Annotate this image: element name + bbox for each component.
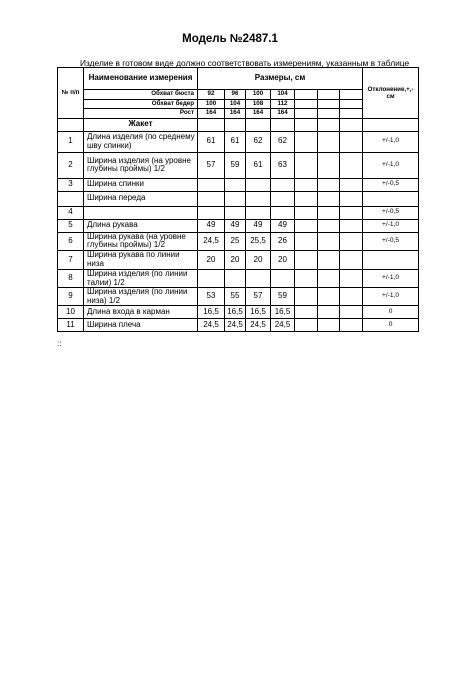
size-value: 26 — [271, 232, 295, 250]
tolerance-value: +/-1,0 — [363, 269, 419, 287]
empty-cell — [340, 131, 363, 152]
size-value: 53 — [198, 288, 225, 306]
empty-cell — [295, 191, 318, 206]
hips-size-1: 104 — [225, 99, 246, 109]
tolerance-value: +/-0,5 — [363, 206, 419, 219]
tolerance-value: +/-1,0 — [363, 219, 419, 232]
empty-cell — [340, 288, 363, 306]
tolerance-value: +/-0,5 — [363, 178, 419, 191]
section-num-cell — [58, 118, 84, 131]
bust-size-2: 100 — [246, 90, 271, 100]
size-value — [225, 206, 246, 219]
size-value: 25 — [225, 232, 246, 250]
size-value: 49 — [225, 219, 246, 232]
empty-cell — [318, 131, 340, 152]
size-value — [198, 191, 225, 206]
table-row — [58, 232, 419, 250]
size-value — [271, 206, 295, 219]
row-number: 5 — [58, 219, 84, 232]
row-number: 11 — [58, 319, 84, 332]
empty-cell — [295, 306, 318, 319]
size-value — [198, 269, 225, 287]
size-value — [198, 178, 225, 191]
size-value — [271, 178, 295, 191]
bust-label: Обхват бюста — [84, 90, 198, 100]
empty-cell — [295, 288, 318, 306]
size-value: 25,5 — [246, 232, 271, 250]
table-row — [58, 288, 419, 306]
measurement-name: Ширина спинки — [84, 178, 198, 191]
height-size-0: 164 — [198, 109, 225, 119]
name-header: Наименование измерения — [84, 68, 198, 90]
size-value: 24,5 — [225, 319, 246, 332]
table-row — [58, 269, 419, 287]
size-value: 59 — [225, 152, 246, 178]
empty-size-cell — [340, 90, 363, 100]
table-row — [58, 152, 419, 178]
measurement-name: Длина рукава — [84, 219, 198, 232]
empty-cell — [295, 131, 318, 152]
empty-cell — [340, 250, 363, 269]
empty-cell — [340, 206, 363, 219]
size-value: 24,5 — [198, 319, 225, 332]
size-value — [225, 269, 246, 287]
empty-cell — [295, 250, 318, 269]
empty-cell — [295, 178, 318, 191]
measurement-name: Длина входа в карман — [84, 306, 198, 319]
empty-cell — [340, 269, 363, 287]
size-value: 24,5 — [271, 319, 295, 332]
empty-cell — [340, 232, 363, 250]
tolerance-value: +/-1,0 — [363, 131, 419, 152]
size-value: 61 — [246, 152, 271, 178]
size-value: 49 — [271, 219, 295, 232]
measurement-table — [57, 67, 419, 332]
size-value — [246, 206, 271, 219]
size-value: 62 — [246, 131, 271, 152]
size-value: 20 — [246, 250, 271, 269]
measurement-name: Ширина рукава по линии низа — [84, 250, 198, 269]
table-row — [58, 206, 419, 219]
empty-size-cell — [318, 109, 340, 119]
hips-size-0: 100 — [198, 99, 225, 109]
size-value: 16,5 — [271, 306, 295, 319]
measurement-name: Ширина плеча — [84, 319, 198, 332]
measurement-name: Ширина изделия (по линии талии) 1/2 — [84, 269, 198, 287]
empty-cell — [340, 219, 363, 232]
hips-size-3: 112 — [271, 99, 295, 109]
tolerance-value: +/-0,5 — [363, 232, 419, 250]
measurement-name: Ширина рукава (на уровне глубины проймы) 1/2 — [84, 232, 198, 250]
row-number: 4 — [58, 206, 84, 219]
size-value: 24,5 — [198, 232, 225, 250]
size-value — [225, 191, 246, 206]
empty-size-cell — [318, 90, 340, 100]
size-value: 20 — [225, 250, 246, 269]
empty-cell — [318, 288, 340, 306]
size-value: 20 — [198, 250, 225, 269]
size-value: 61 — [225, 131, 246, 152]
empty-cell — [318, 319, 340, 332]
empty-cell — [318, 152, 340, 178]
size-value — [225, 178, 246, 191]
table-row — [58, 178, 419, 191]
empty-cell — [340, 191, 363, 206]
size-value: 49 — [246, 219, 271, 232]
size-value: 63 — [271, 152, 295, 178]
num-header: № п/п — [58, 68, 84, 119]
size-value: 49 — [198, 219, 225, 232]
measurement-name: Ширина изделия (по линии низа) 1/2 — [84, 288, 198, 306]
bust-size-0: 92 — [198, 90, 225, 100]
empty-size-cell — [295, 109, 318, 119]
size-value: 16,5 — [225, 306, 246, 319]
footer-mark: :: — [57, 339, 62, 348]
row-number: 8 — [58, 269, 84, 287]
row-number: 7 — [58, 250, 84, 269]
size-value: 20 — [271, 250, 295, 269]
tolerance-value — [363, 250, 419, 269]
empty-cell — [340, 306, 363, 319]
empty-size-cell — [318, 99, 340, 109]
size-value: 24,5 — [246, 319, 271, 332]
size-value — [246, 178, 271, 191]
tolerance-value: +/-1,0 — [363, 152, 419, 178]
size-value: 62 — [271, 131, 295, 152]
height-label: Рост — [84, 109, 198, 119]
empty-cell — [295, 269, 318, 287]
empty-cell — [340, 152, 363, 178]
size-value: 59 — [271, 288, 295, 306]
row-number — [58, 191, 84, 206]
size-value: 57 — [246, 288, 271, 306]
hips-label: Обхват бедер — [84, 99, 198, 109]
bust-size-3: 104 — [271, 90, 295, 100]
size-value: 16,5 — [246, 306, 271, 319]
row-number: 2 — [58, 152, 84, 178]
row-number: 9 — [58, 288, 84, 306]
empty-cell — [295, 219, 318, 232]
tolerance-header: Отклонение,+,- см — [363, 68, 419, 119]
table-row — [58, 131, 419, 152]
size-value: 55 — [225, 288, 246, 306]
empty-cell — [295, 232, 318, 250]
height-size-3: 164 — [271, 109, 295, 119]
table-row — [58, 306, 419, 319]
empty-cell — [318, 206, 340, 219]
empty-size-cell — [295, 90, 318, 100]
row-number: 6 — [58, 232, 84, 250]
empty-cell — [318, 232, 340, 250]
empty-cell — [340, 178, 363, 191]
tolerance-value: +/-1,0 — [363, 288, 419, 306]
hips-size-2: 108 — [246, 99, 271, 109]
empty-cell — [318, 269, 340, 287]
height-size-2: 164 — [246, 109, 271, 119]
empty-cell — [295, 152, 318, 178]
height-size-1: 164 — [225, 109, 246, 119]
row-number: 10 — [58, 306, 84, 319]
empty-cell — [318, 178, 340, 191]
row-number: 3 — [58, 178, 84, 191]
size-value: 57 — [198, 152, 225, 178]
page-title: Модель №2487.1 — [182, 33, 278, 45]
size-value — [198, 206, 225, 219]
measurement-name: Ширина изделия (на уровне глубины проймы) 1/2 — [84, 152, 198, 178]
section-label: Жакет — [84, 118, 198, 131]
empty-cell — [318, 306, 340, 319]
empty-cell — [318, 191, 340, 206]
table-row — [58, 191, 419, 206]
tolerance-value: 0 — [363, 319, 419, 332]
bust-size-1: 96 — [225, 90, 246, 100]
empty-size-cell — [340, 99, 363, 109]
tolerance-value — [363, 191, 419, 206]
size-value — [271, 191, 295, 206]
size-value — [246, 269, 271, 287]
empty-cell — [340, 319, 363, 332]
table-caption: Изделие в готовом виде должно соответствовать измерениям, указанным в таблице — [80, 58, 410, 68]
table-row — [58, 250, 419, 269]
empty-cell — [295, 206, 318, 219]
sizes-header: Размеры, см — [198, 68, 363, 90]
empty-cell — [318, 250, 340, 269]
table-row — [58, 319, 419, 332]
size-value: 61 — [198, 131, 225, 152]
size-value — [271, 269, 295, 287]
empty-cell — [318, 219, 340, 232]
size-value — [246, 191, 271, 206]
empty-size-cell — [295, 99, 318, 109]
tolerance-value: 0 — [363, 306, 419, 319]
table-row — [58, 219, 419, 232]
measurement-name: Ширина переда — [84, 191, 198, 206]
row-number: 1 — [58, 131, 84, 152]
empty-size-cell — [340, 109, 363, 119]
size-value: 16,5 — [198, 306, 225, 319]
measurement-name — [84, 206, 198, 219]
measurement-name: Длина изделия (по среднему шву спинки) — [84, 131, 198, 152]
empty-cell — [295, 319, 318, 332]
